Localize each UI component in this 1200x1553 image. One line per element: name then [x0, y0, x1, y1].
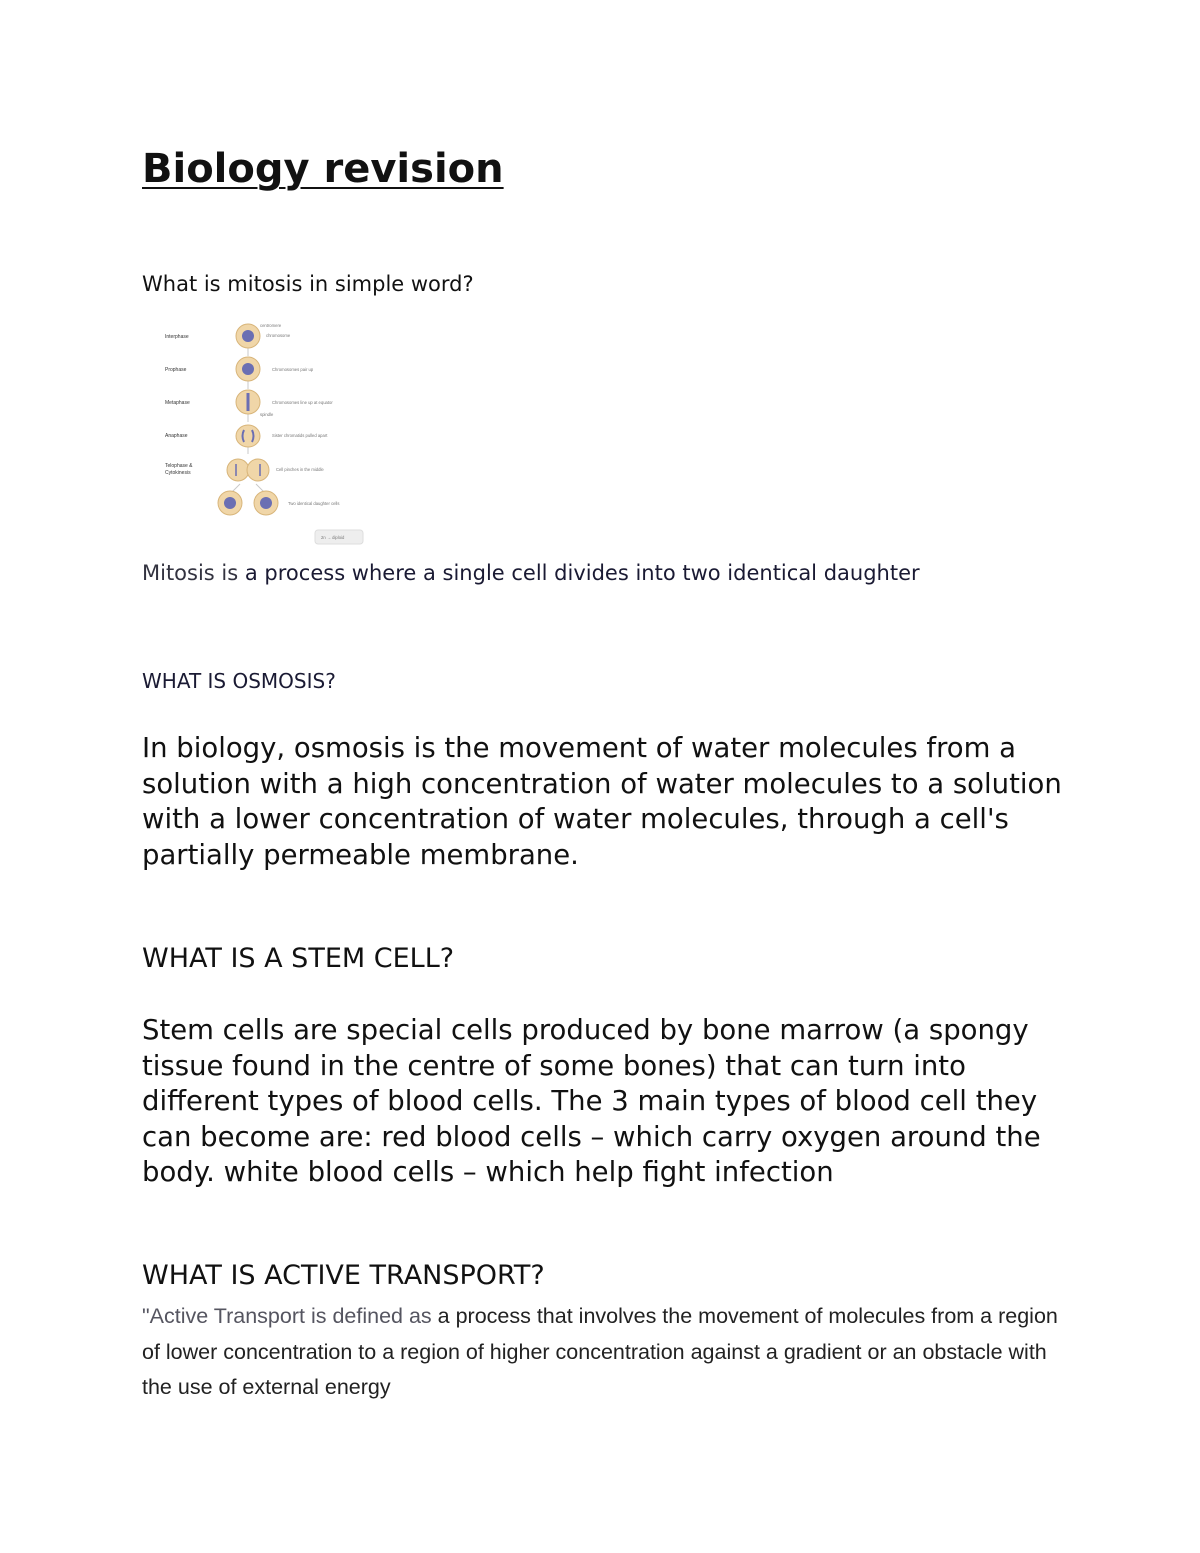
cell-prophase: [236, 357, 260, 381]
stage-label-metaphase: Metaphase: [165, 400, 190, 406]
note-line-up: Chromosomes line up at equator: [272, 400, 333, 405]
daughter-cell-left: [218, 491, 242, 515]
answer-mitosis-rest: a process where a single cell divides into two identical daughter: [244, 561, 920, 585]
stage-label-telophase: Telophase &: [165, 463, 193, 469]
svg-text:2n → diploid: 2n → diploid: [321, 535, 345, 540]
cell-anaphase: [236, 425, 260, 447]
diploid-badge: [315, 530, 363, 544]
question-mitosis: What is mitosis in simple word?: [142, 272, 474, 296]
stage-label-anaphase: Anaphase: [165, 433, 188, 439]
note-centromere: centromere: [260, 323, 282, 328]
stage-label-interphase: Interphase: [165, 334, 189, 340]
cell-telophase: [227, 459, 269, 481]
answer-active-rest: a process that involves the movement of molecules from a region of lower concentration to a region of higher concentration against a gradient or an obstacle with the use of external energy: [142, 1304, 1058, 1399]
answer-mitosis-lead: Mitosis is: [142, 561, 245, 585]
stage-label-prophase: Prophase: [165, 367, 187, 373]
answer-stem-cell: Stem cells are special cells produced by bone marrow (a spongy tissue found in the centre of some bones) that can turn into different types of blood cells. The 3 main types of blood cell they can become are: red blood cells – which carry oxygen around the body. white blood cells – which help fight infection: [142, 1014, 1041, 1188]
note-pulled-apart: Sister chromatids pulled apart: [272, 433, 328, 438]
question-stem-cell: WHAT IS A STEM CELL?: [142, 943, 455, 974]
note-chromosome: chromosome: [266, 333, 291, 338]
cell-metaphase: [236, 390, 260, 414]
question-osmosis: WHAT IS OSMOSIS?: [142, 669, 336, 693]
note-pinches: Cell pinches in the middle: [276, 467, 324, 472]
note-spindle: spindle: [260, 412, 274, 417]
document-title: Biology revision: [142, 146, 504, 192]
mitosis-diagram: [160, 318, 380, 550]
answer-osmosis: In biology, osmosis is the movement of water molecules from a solution with a high concentration of water molecules to a solution with a lower concentration of water molecules, through a cell's partially permeable membrane.: [142, 732, 1062, 871]
cell-interphase: [236, 324, 260, 348]
answer-active-transport: [142, 1299, 1062, 1406]
note-daughters: Two identical daughter cells: [288, 501, 340, 506]
question-active-transport: WHAT IS ACTIVE TRANSPORT?: [142, 1260, 545, 1291]
note-pair-up: Chromosomes pair up: [272, 367, 314, 372]
stage-label-cytokinesis: Cytokinesis: [165, 470, 191, 476]
answer-active-lead: "Active Transport is defined as: [142, 1304, 438, 1328]
answer-mitosis: [142, 561, 920, 585]
daughter-cell-right: [254, 491, 278, 515]
